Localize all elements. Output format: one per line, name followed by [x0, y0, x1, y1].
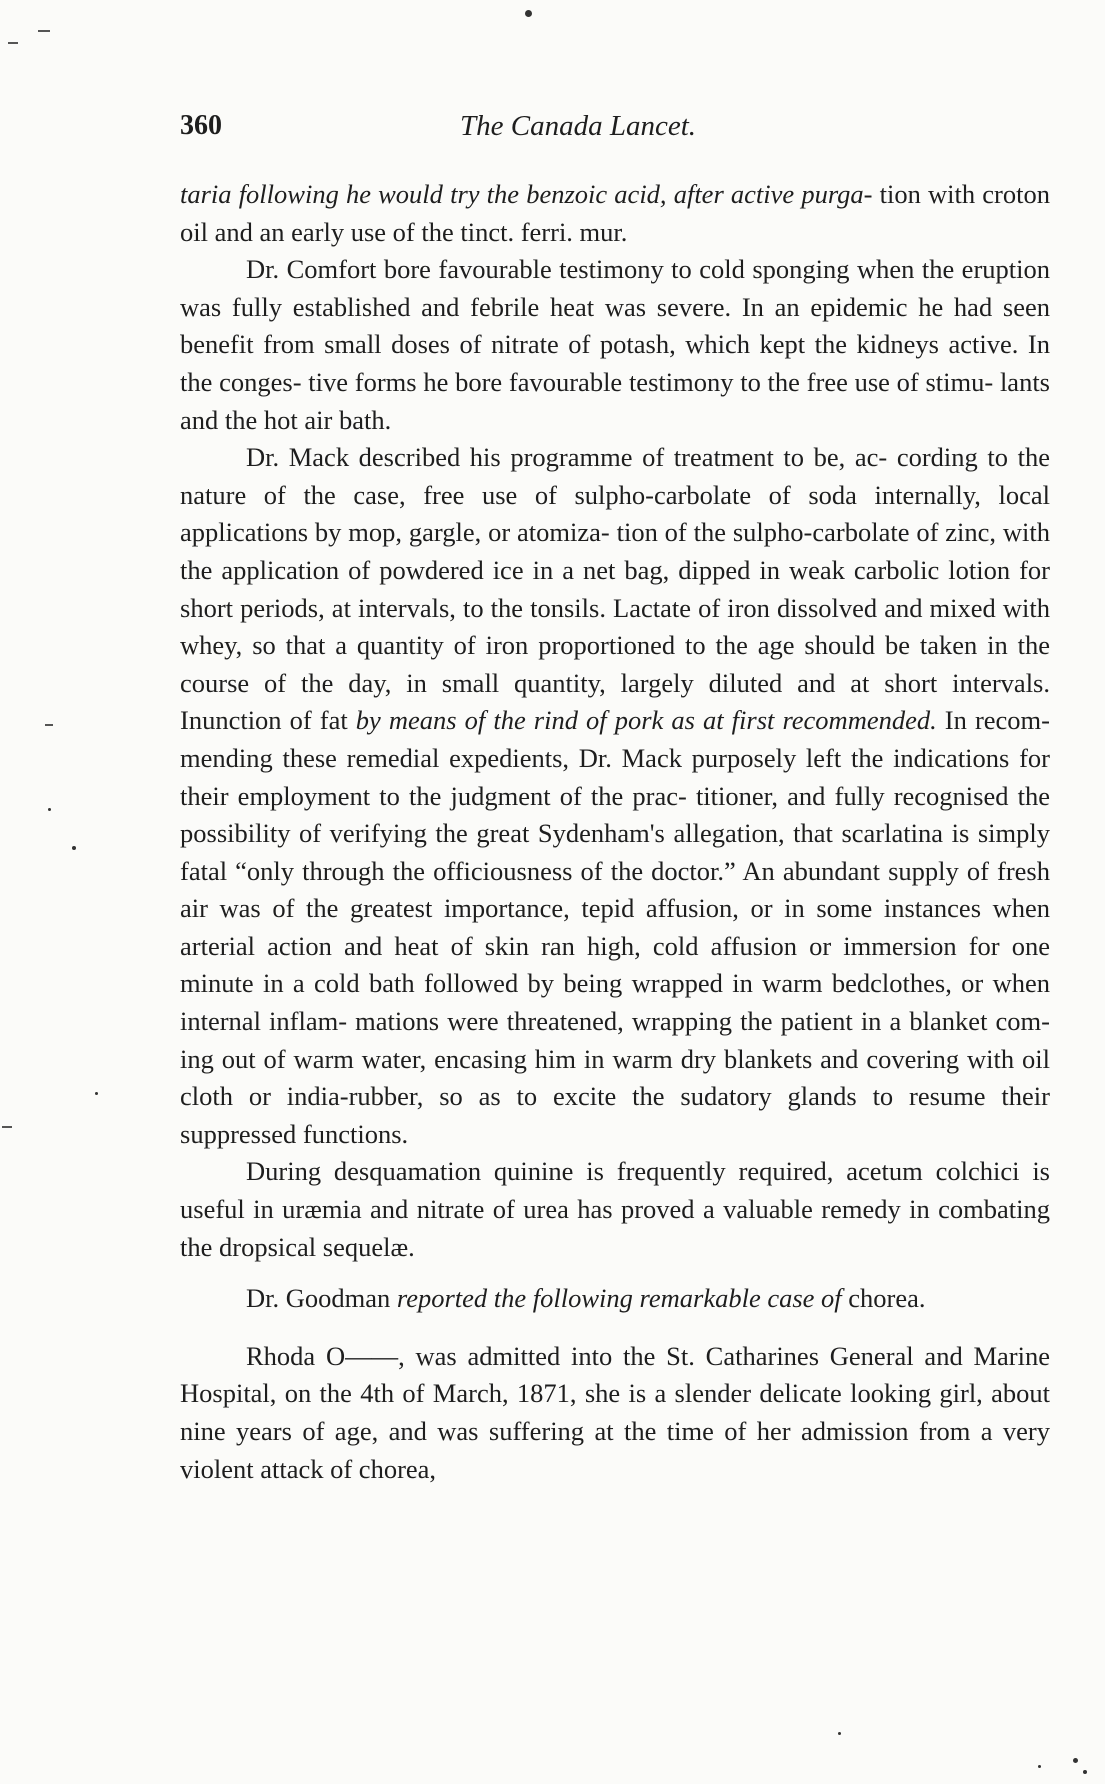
running-head — [180, 110, 1050, 150]
scan-speck — [1038, 1765, 1041, 1768]
scan-speck — [72, 846, 76, 850]
journal-title: The Canada Lancet. — [460, 110, 697, 142]
paragraph-rhoda — [180, 1338, 1050, 1488]
text-segment: Rhoda O——, was admitted into the St. Catharines General and Marine Hospital, on the 4th of March, 1871, she is a slender delicate looking girl, about nine years of age, and was suffering at the time of her admission from a very violent attack of chorea, — [180, 1340, 1050, 1484]
text-segment: by means of the rind of pork as at first recommended. — [347, 705, 937, 736]
paragraph-mack — [180, 439, 1050, 1153]
paragraph-continuation — [180, 176, 1050, 251]
scan-mark — [38, 30, 50, 32]
text-segment: Dr. Goodman — [246, 1283, 391, 1314]
scan-speck — [1073, 1758, 1078, 1763]
scan-speck — [838, 1732, 841, 1735]
scan-speck — [525, 10, 532, 17]
body-text — [180, 176, 1050, 1488]
text-segment: In recom- mending these remedial expedients, Dr. Mack purposely left the indications for their employment to the judgment of the prac- titioner, and fully recognised the possibility of verifying the great Sydenham's allegation, that scarlatina is simply fatal “only through the officiousness of the doctor.” An abundant supply of fresh air was of the greatest importance, tepid affusion, or in some instances when arterial action and heat of skin ran high, cold affusion or immersion for one minute in a cold bath followed by being wrapped in warm bedclothes, or when internal inflam- mations were threatened, wrapping the patient in a blanket com- ing out of warm water, encasing him in warm dry blankets and covering with oil cloth or india-rubber, so as to excite the sudatory glands to resume their suppressed functions. — [180, 705, 1050, 1149]
scan-speck — [1083, 1770, 1087, 1774]
text-segment: tion with croton oil and an early use of the tinct. ferri. mur. — [180, 179, 1050, 247]
text-segment: taria following he would try the benzoic acid, after active purga- — [180, 179, 873, 209]
text-segment: chorea. — [841, 1283, 926, 1314]
text-segment: reported the following remarkable case of — [390, 1283, 842, 1314]
paragraph-comfort — [180, 251, 1050, 439]
scan-speck — [48, 808, 51, 811]
paragraph-desquamation — [180, 1153, 1050, 1266]
scan-mark — [2, 1126, 12, 1128]
scan-mark — [45, 724, 53, 726]
scan-mark — [8, 42, 18, 44]
page-number: 360 — [180, 110, 222, 141]
scan-speck — [95, 1092, 98, 1095]
text-segment: Dr. Mack described his programme of treatment to be, ac- cording to the nature of the case, free use of sulpho-carbolate of soda internally, local applications by mop, gargle, or atomiza- tion of the sulpho-carbolate of zinc, with the application of powdered ice in a net bag, dipped in weak carbolic lotion for short periods, at intervals, to the tonsils. Lactate of iron dissolved and mixed with whey, so that a quantity of iron proportioned to the age should be taken in the course of the day, in small quantity, largely diluted and at short intervals. Inunction of fat — [180, 442, 1050, 736]
paragraph-goodman — [180, 1280, 1050, 1318]
text-segment: During desquamation quinine is frequently required, acetum colchici is useful in uræmia and nitrate of urea has proved a valuable remedy in combating the dropsical sequelæ. — [180, 1156, 1050, 1262]
text-segment: Dr. Comfort bore favourable testimony to cold sponging when the eruption was fully established and febrile heat was severe. In an epidemic he had seen benefit from small doses of nitrate of potash, which kept the kidneys active. In the conges- tive forms he bore favourable testimony to the free use of stimu- lants and the hot air bath. — [180, 254, 1050, 435]
